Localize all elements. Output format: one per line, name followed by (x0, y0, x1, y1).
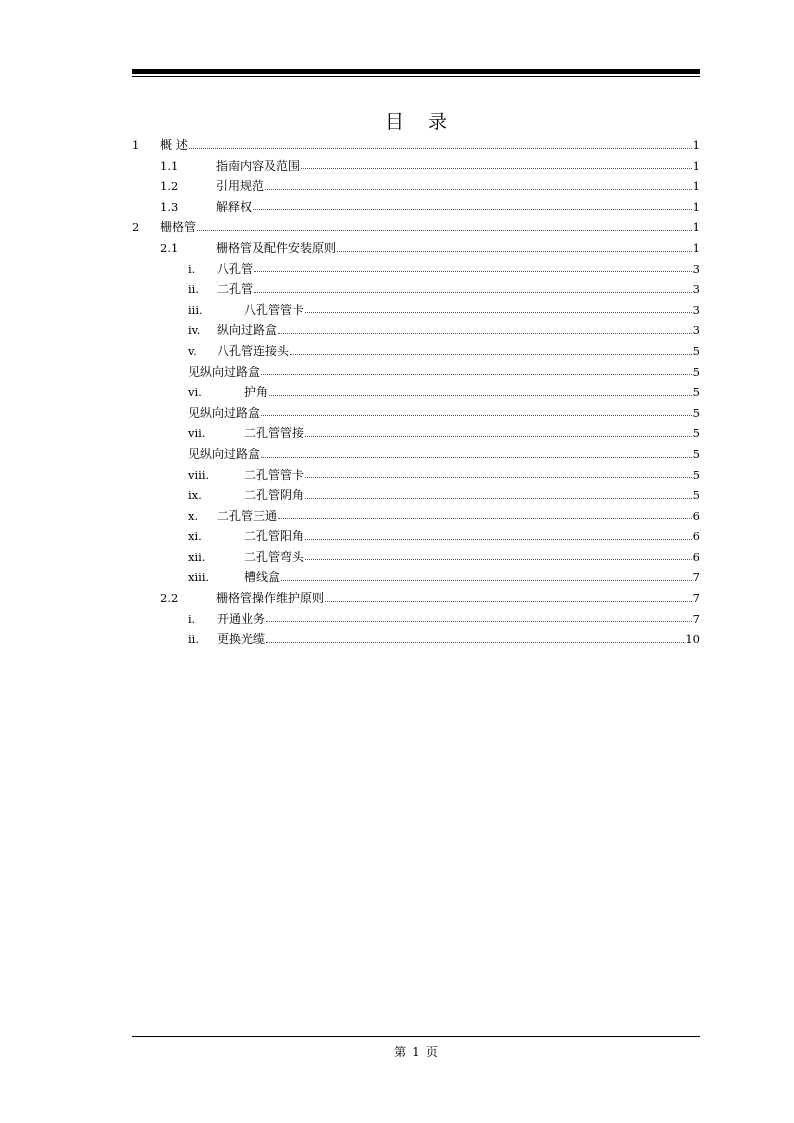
toc-entry[interactable] (132, 547, 700, 568)
toc-entry-label: 二孔管三通 (217, 508, 278, 523)
toc-entry-number: 1.3 (160, 199, 179, 214)
toc-entry-label: 八孔管连接头 (217, 343, 290, 358)
dot-leader (265, 188, 692, 190)
toc-entry-number: xi. (188, 529, 202, 544)
toc-entry[interactable] (132, 485, 700, 506)
toc-entry[interactable] (132, 382, 700, 403)
toc-entry-page: 1 (692, 220, 700, 235)
toc-entry-number: 2.2 (160, 591, 179, 606)
toc-entry-label: 八孔管管卡 (244, 302, 305, 317)
toc-entry-page: 5 (692, 364, 700, 379)
toc-entry[interactable] (132, 629, 700, 650)
toc-entry-label: 见纵向过路盒 (188, 364, 261, 379)
toc-entry-label: 栅格管操作维护原则 (216, 591, 325, 606)
dot-leader (253, 208, 692, 210)
toc-entry-page: 5 (692, 426, 700, 441)
dot-leader (305, 311, 692, 313)
toc-entry[interactable] (132, 259, 700, 280)
dot-leader (337, 250, 692, 252)
toc-entry-page: 5 (692, 405, 700, 420)
toc-entry-number: i. (188, 261, 196, 276)
toc-entry-page: 1 (692, 158, 700, 173)
toc-entry-page: 1 (692, 240, 700, 255)
dot-leader (254, 291, 692, 293)
toc-entry-page: 5 (692, 385, 700, 400)
toc-entry-label: 见纵向过路盒 (188, 446, 261, 461)
toc-entry-page: 7 (692, 570, 700, 585)
toc-entry-number: vii. (188, 426, 206, 441)
toc-entry-page: 1 (692, 179, 700, 194)
dot-leader (266, 620, 692, 622)
toc-title (0, 107, 794, 134)
toc-entry[interactable] (132, 403, 700, 424)
toc-entry-number: x. (188, 508, 199, 523)
toc-entry-number: ii. (188, 282, 200, 297)
toc-entry-label: 栅格管 (160, 220, 197, 235)
toc-entry-label: 见纵向过路盒 (188, 405, 261, 420)
dot-leader (301, 167, 692, 169)
toc-entry-number: v. (188, 343, 197, 358)
toc-entry[interactable] (132, 341, 700, 362)
toc-entry-number: 2 (132, 220, 140, 235)
toc-entry-label: 开通业务 (217, 611, 266, 626)
toc-entry-page: 3 (692, 302, 700, 317)
toc-entry[interactable] (132, 156, 700, 177)
toc-entry-label: 引用规范 (216, 179, 265, 194)
toc-entry-number: xii. (188, 549, 206, 564)
dot-leader (261, 414, 692, 416)
toc-entry-page: 1 (692, 199, 700, 214)
toc-entry[interactable] (132, 238, 700, 259)
toc-entry-number: iv. (188, 323, 201, 338)
toc-entry[interactable] (132, 362, 700, 383)
toc-entry-page: 5 (692, 467, 700, 482)
dot-leader (261, 456, 692, 458)
toc-entry-page: 5 (692, 446, 700, 461)
toc-entry[interactable] (132, 444, 700, 465)
dot-leader (197, 229, 692, 231)
toc-entry-number: ix. (188, 488, 202, 503)
toc-entry-label: 二孔管阳角 (244, 529, 305, 544)
toc-entry[interactable] (132, 423, 700, 444)
toc-entry-number: vi. (188, 385, 202, 400)
toc-entry[interactable] (132, 506, 700, 527)
toc-entry-label: 更换光缆 (217, 632, 266, 647)
dot-leader (305, 558, 692, 560)
toc-entry-page: 3 (692, 282, 700, 297)
toc-entry-page: 6 (692, 549, 700, 564)
toc-entry-number: viii. (188, 467, 210, 482)
footer-rule (132, 1036, 700, 1037)
dot-leader (305, 538, 692, 540)
toc-entry-label: 纵向过路盒 (217, 323, 278, 338)
toc-entry-number: iii. (188, 302, 203, 317)
toc-entry-page: 1 (692, 138, 700, 152)
toc-entry-page: 10 (685, 632, 700, 647)
toc-title-char-2: 录 (428, 111, 448, 133)
toc-entry-page: 7 (692, 591, 700, 606)
dot-leader (305, 476, 692, 478)
toc-entry[interactable] (132, 217, 700, 238)
page-footer (0, 1043, 794, 1060)
toc-entry-label: 解释权 (216, 199, 253, 214)
toc-entry-page: 3 (692, 261, 700, 276)
footer-prefix: 第 (394, 1045, 407, 1059)
toc-entry[interactable] (132, 135, 700, 156)
toc-entry-number: xiii. (188, 570, 210, 585)
toc-entry-number: 2.1 (160, 240, 179, 255)
table-of-contents (132, 135, 700, 650)
toc-entry[interactable] (132, 567, 700, 588)
toc-entry[interactable] (132, 279, 700, 300)
toc-title-char-1: 目 (384, 111, 404, 133)
toc-entry-page: 5 (692, 488, 700, 503)
toc-entry-number: 1.2 (160, 179, 179, 194)
dot-leader (325, 600, 692, 602)
toc-entry-label: 槽线盒 (244, 570, 281, 585)
dot-leader (261, 373, 692, 375)
toc-entry-label: 二孔管 (217, 282, 254, 297)
dot-leader (305, 435, 692, 437)
toc-entry-label: 二孔管管接 (244, 426, 305, 441)
toc-entry-label: 八孔管 (217, 261, 254, 276)
dot-leader (278, 332, 692, 334)
toc-entry[interactable] (132, 197, 700, 218)
dot-leader (305, 497, 692, 499)
dot-leader (266, 641, 684, 643)
header-rule-thin (132, 76, 700, 77)
toc-entry[interactable] (132, 588, 700, 609)
toc-entry[interactable] (132, 526, 700, 547)
toc-entry-number: ii. (188, 632, 200, 647)
dot-leader (278, 517, 692, 519)
toc-entry-label: 二孔管弯头 (244, 549, 305, 564)
toc-entry[interactable] (132, 465, 700, 486)
dot-leader (254, 270, 692, 272)
toc-entry[interactable] (132, 176, 700, 197)
toc-entry[interactable] (132, 609, 700, 630)
toc-entry-number: i. (188, 611, 196, 626)
dot-leader (189, 147, 692, 149)
toc-entry-label: 二孔管阴角 (244, 488, 305, 503)
toc-entry-page: 6 (692, 508, 700, 523)
toc-entry[interactable] (132, 300, 700, 321)
toc-entry-number: 1 (132, 138, 140, 152)
toc-entry-page: 5 (692, 343, 700, 358)
footer-suffix: 页 (425, 1045, 438, 1059)
header-rule (132, 69, 700, 74)
dot-leader (290, 353, 692, 355)
dot-leader (281, 579, 692, 581)
toc-entry-label: 二孔管管卡 (244, 467, 305, 482)
dot-leader (269, 394, 692, 396)
toc-entry-page: 3 (692, 323, 700, 338)
toc-entry-page: 6 (692, 529, 700, 544)
toc-entry-label: 指南内容及范围 (216, 158, 301, 173)
toc-entry-label: 栅格管及配件安装原则 (216, 240, 337, 255)
toc-entry-number: 1.1 (160, 158, 179, 173)
toc-entry-label: 概 述 (160, 138, 188, 152)
page-number: 1 (412, 1045, 420, 1059)
toc-entry-label: 护角 (244, 385, 269, 400)
toc-entry[interactable] (132, 320, 700, 341)
toc-entry-page: 7 (692, 611, 700, 626)
